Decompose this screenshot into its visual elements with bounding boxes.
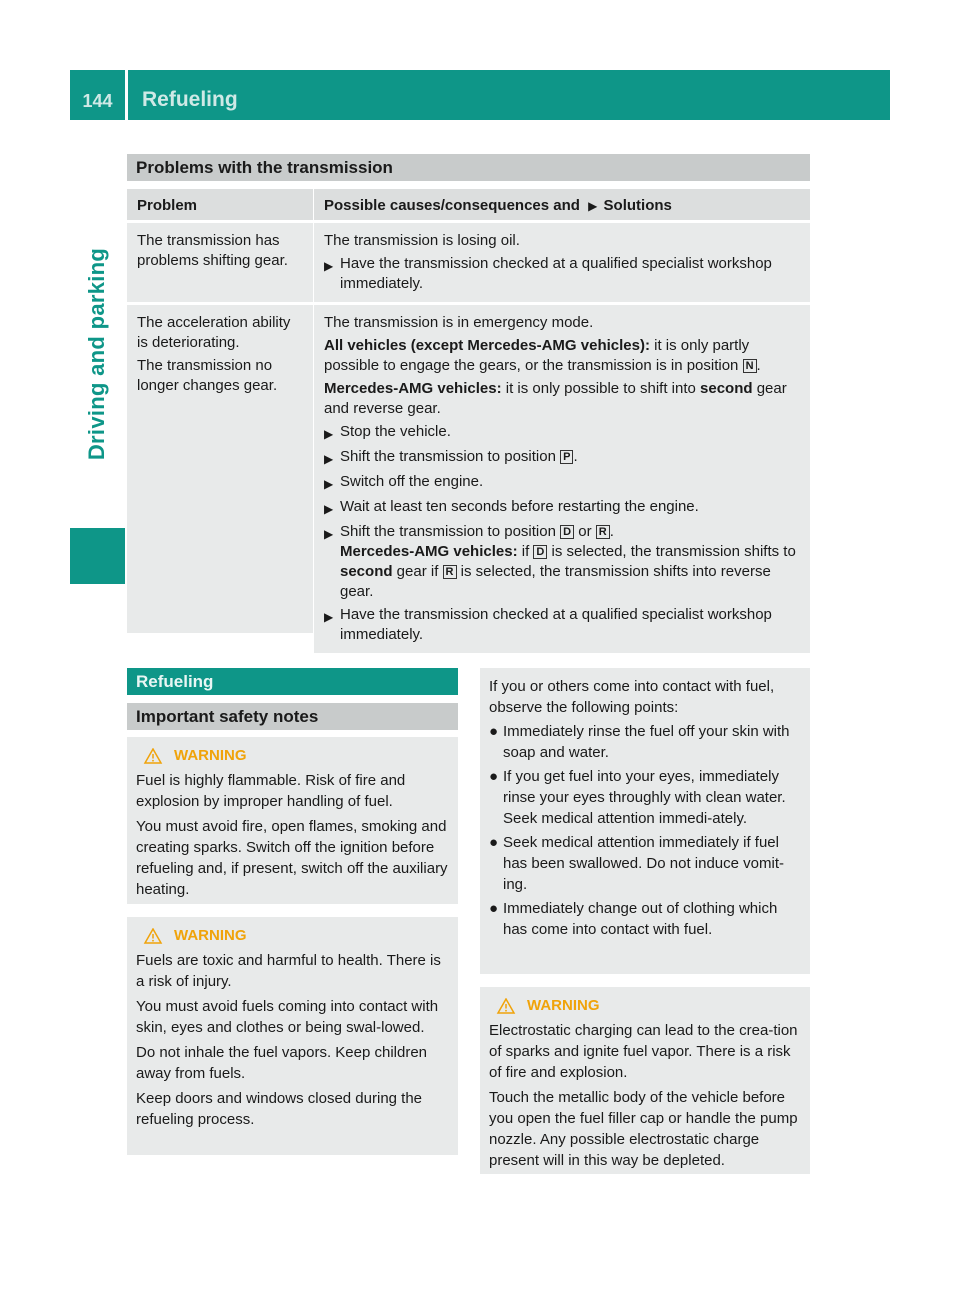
column-header-text: Solutions xyxy=(603,197,672,214)
arrow-right-icon: ▶ xyxy=(324,427,334,441)
note-text: it is only partly possible to engage the gears, or the transmission is in position xyxy=(324,337,750,374)
warning-text: You must avoid fire, open flames, smoking and creating sparks. Switch off the ignition before refueling and, if present, switch off the auxiliary heating. xyxy=(136,818,448,898)
arrow-right-icon: ▶ xyxy=(324,259,334,273)
intro-text: If you or others come into contact with fuel, observe the following points: xyxy=(489,678,775,716)
warning-triangle-icon xyxy=(142,748,164,764)
step-text-part: or xyxy=(574,523,596,540)
step-item xyxy=(324,605,800,645)
bullet-dot-icon: ● xyxy=(489,834,499,851)
cause-text: The transmission is losing oil. xyxy=(324,232,520,249)
gear-key-d: D xyxy=(533,545,547,559)
arrow-right-icon: ▶ xyxy=(588,199,598,213)
table-title: Problems with the transmission xyxy=(127,154,810,181)
step-item xyxy=(324,497,800,519)
step-text: Have the transmission checked at a qualified specialist workshop immediately. xyxy=(340,606,772,643)
section-title: Refueling xyxy=(127,668,458,695)
problem-cell xyxy=(127,305,313,633)
problem-cell: The transmission has problems shifting gear. xyxy=(127,223,313,302)
note-text: . xyxy=(756,357,761,374)
step-text-part: is selected, the transmission shifts to xyxy=(547,543,796,560)
column-header-problem: Problem xyxy=(127,189,313,220)
list-item-text: Seek medical attention immediately if fuel has been swallowed. Do not induce vomit-ing. xyxy=(503,834,784,893)
warning-header xyxy=(136,925,449,946)
solution-cell xyxy=(314,305,810,653)
column-header-text: Possible causes/consequences and xyxy=(324,197,580,214)
problem-text: The acceleration ability is deteriorating. xyxy=(137,314,291,351)
step-item xyxy=(324,254,800,294)
step-text-part: . xyxy=(609,523,614,540)
step-text-part: Shift the transmission to position xyxy=(340,448,561,465)
transmission-table xyxy=(127,189,810,656)
step-item xyxy=(324,472,800,494)
warning-box xyxy=(127,737,458,904)
warning-label: WARNING xyxy=(174,747,247,764)
gear-key-n: N xyxy=(743,359,757,373)
step-text xyxy=(340,447,800,469)
step-text: Have the transmission checked at a qualified specialist workshop immediately. xyxy=(340,255,772,292)
list-item xyxy=(489,766,801,829)
list-item-text: If you get fuel into your eyes, immediately rinse your eyes throughly with clean water. Seek medical attention immedi-ately. xyxy=(503,768,786,827)
step-text-part: Shift the transmission to position xyxy=(340,523,561,540)
step-text: Stop the vehicle. xyxy=(340,423,451,440)
column-header-solutions xyxy=(314,189,810,220)
fuel-contact-box xyxy=(480,668,810,974)
cause-text: The transmission is in emergency mode. xyxy=(324,314,594,331)
step-text-part: if xyxy=(517,543,534,560)
step-text: Wait at least ten seconds before restarting the engine. xyxy=(340,498,699,515)
note-text: it is only possible to shift into xyxy=(501,380,701,397)
arrow-right-icon: ▶ xyxy=(324,527,334,541)
step-item xyxy=(324,522,800,602)
warning-box xyxy=(480,987,810,1174)
side-tab-label: Driving and parking xyxy=(84,247,110,461)
table-row xyxy=(127,305,810,653)
note-label: Mercedes-AMG vehicles: xyxy=(324,380,502,397)
step-text-part: . xyxy=(573,448,578,465)
gear-key-r: R xyxy=(596,525,610,539)
list-item xyxy=(489,832,801,895)
side-tab-marker xyxy=(70,528,125,584)
warning-text: Touch the metallic body of the vehicle before you open the fuel filler cap or handle the pump nozzle. Any possible electrostatic charge present will in this way be depleted. xyxy=(489,1089,798,1169)
bullet-dot-icon: ● xyxy=(489,723,499,740)
warning-text: Electrostatic charging can lead to the crea-tion of sparks and ignite fuel vapor. There is a risk of fire and explosion. xyxy=(489,1022,798,1081)
arrow-right-icon: ▶ xyxy=(324,452,334,466)
warning-text: Fuels are toxic and harmful to health. There is a risk of injury. xyxy=(136,952,441,990)
list-item xyxy=(489,898,801,940)
warning-label: WARNING xyxy=(527,997,600,1014)
bullet-dot-icon: ● xyxy=(489,900,499,917)
warning-text: Fuel is highly flammable. Risk of fire and explosion by improper handling of fuel. xyxy=(136,772,406,810)
amg-note xyxy=(324,379,800,419)
all-vehicles-note xyxy=(324,336,800,376)
note-emphasis: second xyxy=(340,563,393,580)
gear-key-d: D xyxy=(560,525,574,539)
table-header-row xyxy=(127,189,810,220)
arrow-right-icon: ▶ xyxy=(324,610,334,624)
note-label: All vehicles (except Mercedes-AMG vehicles): xyxy=(324,337,650,354)
warning-text: Do not inhale the fuel vapors. Keep children away from fuels. xyxy=(136,1044,428,1082)
list-item-text: Immediately rinse the fuel off your skin with soap and water. xyxy=(503,723,790,761)
step-text xyxy=(340,522,800,602)
gear-key-p: P xyxy=(560,450,573,464)
note-label: Mercedes-AMG vehicles: xyxy=(340,543,518,560)
step-item xyxy=(324,447,800,469)
warning-box xyxy=(127,917,458,1155)
list-item-text: Immediately change out of clothing which has come into contact with fuel. xyxy=(503,900,778,938)
note-text: gear and reverse gear. xyxy=(324,380,787,417)
warning-header xyxy=(489,995,801,1016)
list-item xyxy=(489,721,801,763)
page-number: 144 xyxy=(70,70,125,120)
warning-header xyxy=(136,745,449,766)
warning-text: You must avoid fuels coming into contact with skin, eyes and clothes or being swal-lowed. xyxy=(136,998,439,1036)
side-tab xyxy=(70,124,125,584)
subsection-title: Important safety notes xyxy=(127,703,458,730)
step-text: Switch off the engine. xyxy=(340,473,484,490)
step-text-part: is selected, the transmission shifts into reverse gear. xyxy=(340,563,771,600)
step-item xyxy=(324,422,800,444)
arrow-right-icon: ▶ xyxy=(324,502,334,516)
note-emphasis: second xyxy=(700,380,753,397)
warning-triangle-icon xyxy=(142,928,164,944)
step-text-part: gear if xyxy=(392,563,443,580)
bullet-dot-icon: ● xyxy=(489,768,499,785)
arrow-right-icon: ▶ xyxy=(324,477,334,491)
problem-text: The transmission no longer changes gear. xyxy=(137,357,278,394)
warning-label: WARNING xyxy=(174,927,247,944)
section-header: Refueling xyxy=(128,70,890,120)
warning-text: Keep doors and windows closed during the refueling process. xyxy=(136,1090,423,1128)
gear-key-r: R xyxy=(443,565,457,579)
warning-triangle-icon xyxy=(495,998,517,1014)
solution-cell xyxy=(314,223,810,302)
table-row xyxy=(127,223,810,302)
